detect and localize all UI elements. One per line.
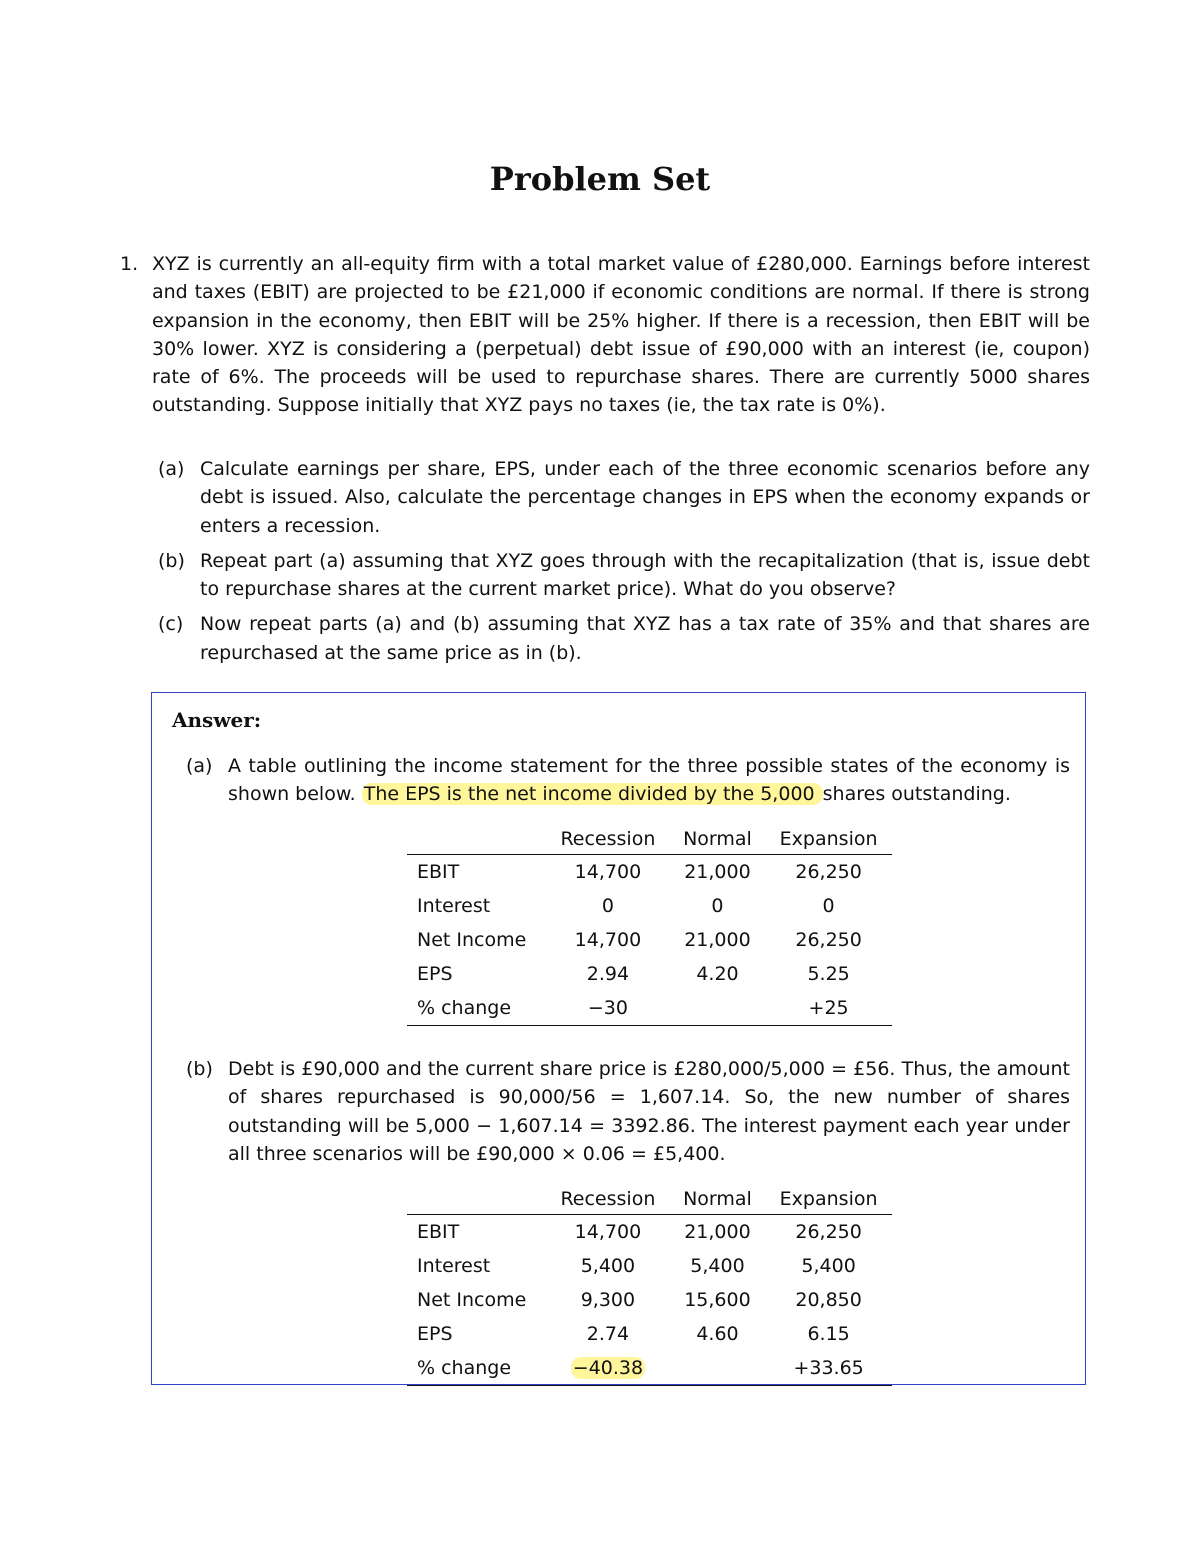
column-header: Expansion	[779, 828, 878, 850]
row-label: % change	[417, 1357, 512, 1379]
row-label: Interest	[417, 895, 491, 917]
row-label: EBIT	[417, 1221, 460, 1243]
table-cell: 2.94	[586, 963, 630, 985]
subpart-label: (c)	[158, 613, 184, 636]
table-cell: 0	[711, 895, 724, 917]
row-label: Net Income	[417, 1289, 527, 1311]
row-label: Net Income	[417, 929, 527, 951]
table-row	[407, 1317, 892, 1351]
table-cell: 5.25	[807, 963, 850, 985]
answer-heading: Answer:	[172, 708, 262, 732]
column-header	[407, 824, 546, 855]
table-cell: 0	[601, 895, 614, 917]
subpart-text: Calculate earnings per share, EPS, under each of the three economic scenarios before any debt is issued. Also, calculate the percentage changes in EPS when the economy expands or enters a recession.	[200, 458, 1090, 537]
row-label: Interest	[417, 1255, 491, 1277]
table-row	[407, 1215, 892, 1250]
column-header	[407, 1184, 546, 1215]
page-title: Problem Set	[489, 160, 711, 198]
table-row	[407, 1249, 892, 1283]
table-cell: 5,400	[580, 1255, 636, 1277]
table-cell	[670, 991, 765, 1026]
table-cell: 26,250	[795, 861, 862, 883]
problem-number: 1.	[120, 253, 139, 275]
row-label: % change	[417, 997, 512, 1019]
table-cell: 4.20	[696, 963, 739, 985]
highlighted-text: The EPS is the net income divided by the 5,000	[363, 783, 821, 806]
table-cell: +25	[808, 997, 849, 1019]
table-row	[407, 1283, 892, 1317]
subpart-b	[158, 547, 1090, 604]
table-cell: 0	[822, 895, 835, 917]
answer-part-text	[228, 752, 1070, 809]
answer-text-after: shares outstanding.	[822, 783, 1011, 806]
column-header: Recession	[560, 1188, 656, 1210]
table-cell: 14,700	[574, 861, 642, 883]
table-cell: −30	[587, 997, 628, 1019]
problem-subparts	[158, 455, 1090, 674]
table-cell: 21,000	[684, 929, 751, 951]
table-cell: +33.65	[793, 1357, 864, 1379]
subpart-label: (b)	[158, 549, 185, 572]
problem-text: XYZ is currently an all-equity firm with a total market value of £280,000. Earnings before interest and taxes (EBIT) are projected to be £21,000 if economic conditions are normal. If there is strong expansion in the economy, then EBIT will be 25% higher. If there is a recession, then EBIT will be 30% lower. XYZ is considering a (perpetual) debt issue of £90,000 with an interest (ie, coupon) rate of 6%. The proceeds will be used to repurchase shares. There are currently 5000 shares outstanding. Suppose initially that XYZ pays no taxes (ie, the tax rate is 0%).	[152, 253, 1090, 417]
answer-part-text: Debt is £90,000 and the current share price is £280,000/5,000 = £56. Thus, the amount of shares repurchased is 90,000/56 = 1,607.14. So, the new number of shares outstanding will be 5,000 − 1,607.14 = 3392.86. The interest payment each year under all three scenarios will be £90,000 × 0.06 = £5,400.	[228, 1058, 1070, 1165]
answer-part-b	[186, 1055, 1070, 1168]
table-header-row	[407, 824, 892, 855]
row-label: EPS	[417, 963, 453, 985]
eps-table-all-equity	[407, 824, 892, 1026]
table-row	[407, 1351, 892, 1386]
column-header: Expansion	[779, 1188, 878, 1210]
table-cell: 9,300	[580, 1289, 636, 1311]
row-label: EPS	[417, 1323, 453, 1345]
eps-table-recapitalized	[407, 1184, 892, 1386]
table-row	[407, 923, 892, 957]
table-cell	[670, 1351, 765, 1386]
answer-text-before: A table outlining the income statement for the three possible states of the economy is shown below.	[228, 755, 1070, 806]
table-row	[407, 889, 892, 923]
subpart-text: Now repeat parts (a) and (b) assuming that XYZ has a tax rate of 35% and that shares are repurchased at the same price as in (b).	[200, 613, 1090, 664]
answer-part-label: (a)	[186, 755, 213, 777]
table-cell: 20,850	[795, 1289, 862, 1311]
column-header: Normal	[683, 1188, 752, 1210]
subpart-a	[158, 455, 1090, 540]
table-cell: 15,600	[684, 1289, 751, 1311]
problem-1	[120, 250, 1090, 420]
table-cell: 21,000	[684, 1221, 751, 1243]
table-cell: 14,700	[574, 929, 642, 951]
row-label: EBIT	[417, 861, 460, 883]
highlighted-value: −40.38	[572, 1357, 644, 1379]
table-cell: 4.60	[696, 1323, 739, 1345]
subpart-label: (a)	[158, 458, 185, 480]
table-row	[407, 855, 892, 890]
table-row	[407, 957, 892, 991]
column-header: Normal	[683, 828, 752, 850]
table-cell: 5,400	[690, 1255, 745, 1277]
table-cell: 6.15	[807, 1323, 850, 1345]
answer-part-label: (b)	[186, 1058, 213, 1080]
table-cell: 26,250	[795, 929, 862, 951]
table-cell: 2.74	[586, 1323, 630, 1345]
subpart-c	[158, 610, 1090, 667]
table-row	[407, 991, 892, 1026]
table-header-row	[407, 1184, 892, 1215]
answer-part-a	[186, 752, 1070, 809]
table-cell: 21,000	[684, 861, 751, 883]
table-cell: 14,700	[574, 1221, 642, 1243]
subpart-text: Repeat part (a) assuming that XYZ goes through with the recapitalization (that is, issue debt to repurchase shares at the current market price). What do you observe?	[200, 549, 1090, 601]
table-cell: 5,400	[801, 1255, 856, 1277]
table-cell: 26,250	[795, 1221, 862, 1243]
column-header: Recession	[560, 828, 656, 850]
table-cell	[546, 1351, 670, 1386]
